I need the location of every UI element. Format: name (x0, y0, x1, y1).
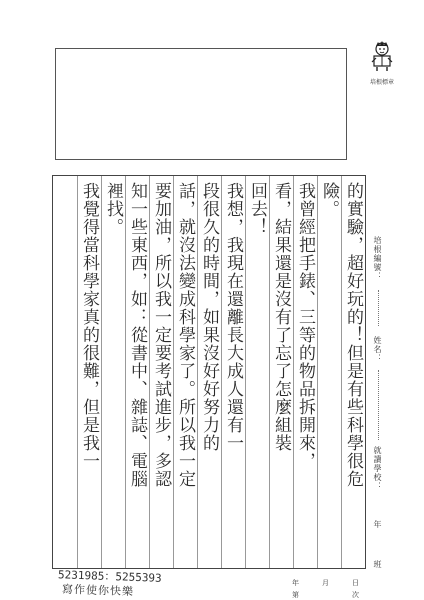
code-label: 培根編號： (373, 236, 382, 281)
logo-label: 培根標章 (369, 79, 394, 86)
date-month-label: 月 (322, 579, 329, 587)
class-label: 班 (373, 560, 382, 569)
essay-column: 我曾經把手錶、三等的物品拆開來， (295, 182, 315, 470)
essay-column: 看，結果還是沒有了忘了怎麼組裝 (271, 182, 291, 452)
essay-column: 話，就沒法變成科學家了。所以我一定 (175, 182, 195, 488)
essay-column: 的實驗，超好玩的！但是有些科學很危 (343, 182, 363, 488)
writing-paper (52, 175, 366, 569)
school-label: 就讀學校： (373, 446, 382, 491)
essay-column: 險。 (319, 182, 339, 218)
name-label: 姓名： (373, 336, 382, 363)
date-year-label: 年 (292, 579, 299, 587)
essay-column: 裡找。 (103, 182, 123, 236)
count-label: 次 (352, 591, 359, 599)
stamp-slogan: 寫作使你快樂 (61, 582, 135, 599)
essay-column: 我想，我現在還離長大成人還有一 (223, 182, 243, 452)
peigen-logo (362, 40, 402, 86)
essay-column: 段很久的時間，如果沒好好努力的 (199, 182, 219, 452)
name-line (378, 370, 379, 440)
column-rule (317, 176, 318, 568)
stamp-phone-numbers: 5231985：5255393 (57, 568, 162, 585)
teacher-comment-box (55, 48, 347, 160)
date-day-label: 日 (352, 579, 359, 587)
code-line (378, 290, 379, 326)
essay-column: 我覺得當科學家真的很難，但是我一 (79, 182, 99, 470)
essay-column: 知一些東西，如：從書中、雜誌、電腦 (127, 182, 147, 488)
cartoon-kid-reading-icon (368, 40, 396, 72)
year-label: 年 (373, 520, 382, 529)
essay-column: 要加油，所以我一定要考試進步，多認 (151, 182, 171, 488)
page-prefix-label: 第 (292, 591, 299, 599)
essay-column: 回去！ (247, 182, 267, 236)
